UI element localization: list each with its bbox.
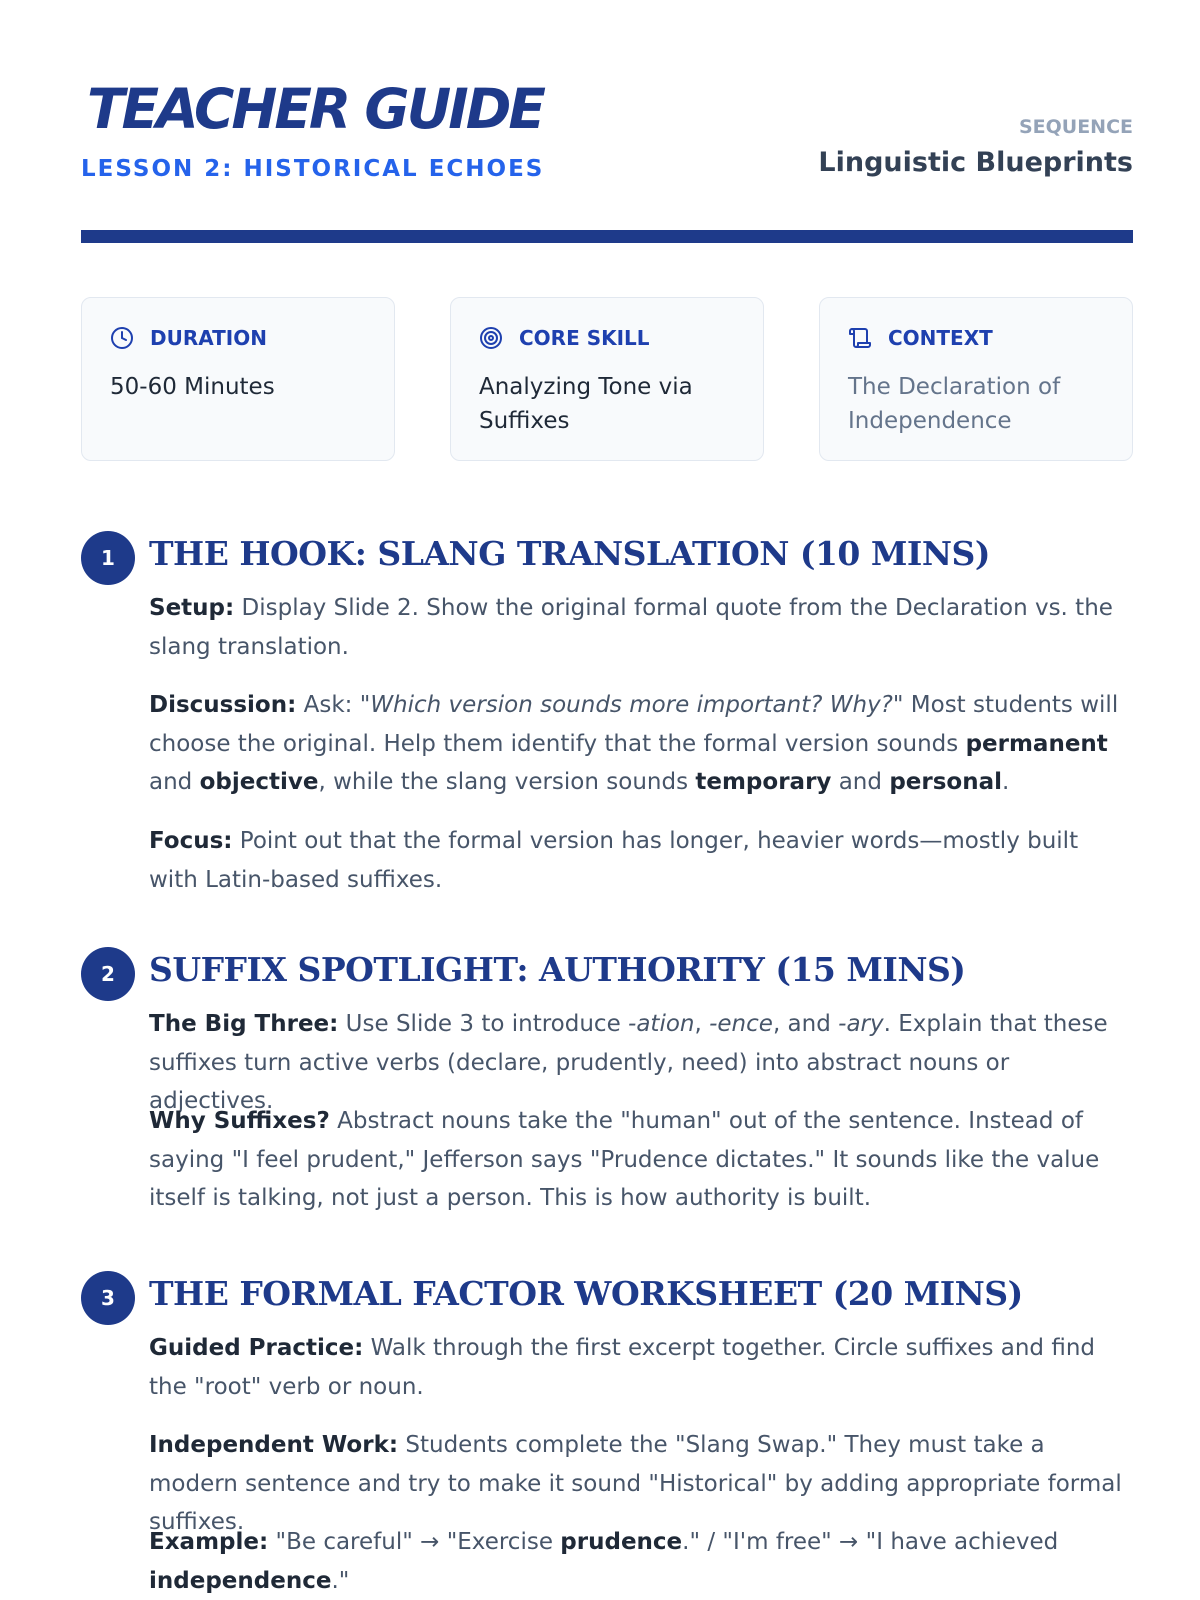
section-number: 3 [81, 1271, 135, 1325]
example-paragraph [149, 1523, 1133, 1600]
why-suffixes-paragraph [149, 1102, 1133, 1218]
para-text: and [831, 769, 890, 795]
section-title: SUFFIX SPOTLIGHT: AUTHORITY (15 MINS) [149, 950, 966, 989]
para-text: Use Slide 3 to introduce [338, 1011, 629, 1037]
sequence-name: Linguistic Blueprints [818, 147, 1133, 178]
para-text: Students complete the "Slang Swap." They must take a modern sentence and try to make it sound "Historical" by adding appropriate formal suffixes. [149, 1432, 1122, 1535]
section-title: THE FORMAL FACTOR WORKSHEET (20 MINS) [149, 1274, 1023, 1313]
section-title: THE HOOK: SLANG TRANSLATION (10 MINS) [149, 534, 990, 573]
sequence-label: SEQUENCE [1018, 116, 1133, 138]
card-label: CORE SKILL [519, 326, 650, 350]
para-text: ." / "I'm free" → "I have achieved [682, 1529, 1059, 1555]
para-text: , [694, 1011, 710, 1037]
para-bold: temporary [695, 769, 832, 795]
para-text: , while the slang version sounds [318, 769, 696, 795]
card-core-skill [450, 297, 764, 461]
para-quote: "Which version sounds more important? Why?" [359, 692, 904, 718]
para-label: Focus: [149, 828, 233, 854]
card-duration [81, 297, 395, 461]
lesson-subtitle: LESSON 2: HISTORICAL ECHOES [81, 156, 545, 182]
para-label: The Big Three: [149, 1011, 339, 1037]
para-bold: permanent [965, 730, 1108, 757]
scroll-icon [848, 326, 872, 350]
suffix-ence: -ence [709, 1011, 773, 1037]
section-number: 1 [81, 531, 135, 585]
card-value: The Declaration of Independence [848, 374, 1061, 434]
para-label: Guided Practice: [149, 1335, 364, 1361]
clock-icon [110, 326, 134, 350]
discussion-paragraph [149, 686, 1133, 802]
header-divider [81, 230, 1133, 243]
para-label: Why Suffixes? [149, 1108, 330, 1134]
page-title: TEACHER GUIDE [87, 77, 543, 141]
card-label: CONTEXT [888, 326, 993, 350]
para-text: . [1002, 769, 1010, 795]
para-bold: objective [199, 769, 319, 795]
para-text: Walk through the first excerpt together. Circle suffixes and find the "root" verb or noun. [149, 1335, 1096, 1400]
section-number: 2 [81, 947, 135, 1001]
setup-paragraph [149, 589, 1133, 666]
para-text: "Be careful" → "Exercise [268, 1529, 561, 1555]
para-text: Most students will choose the original. Help them identify that the formal version sounds [149, 692, 1119, 757]
para-label: Independent Work: [149, 1432, 399, 1458]
info-cards [81, 297, 1133, 461]
para-label: Example: [149, 1529, 269, 1555]
para-text: Abstract nouns take the "human" out of the sentence. Instead of saying "I feel prudent," Jefferson says "Prudence dictates." It sounds like the value itself is talking, not just a person. This is how authority is built. [149, 1108, 1100, 1211]
target-icon [479, 326, 503, 350]
para-label: Discussion: [149, 692, 297, 718]
card-value: Analyzing Tone via Suffixes [479, 374, 693, 434]
para-bold: prudence [560, 1529, 683, 1555]
para-text: Ask: [296, 692, 360, 718]
para-bold: independence [149, 1567, 332, 1594]
suffix-ary: -ary [838, 1011, 884, 1037]
suffix-ation: -ation [628, 1011, 695, 1037]
guided-practice-paragraph [149, 1329, 1133, 1406]
header [81, 0, 1133, 245]
para-text: Display Slide 2. Show the original formal quote from the Declaration vs. the slang translation. [149, 595, 1113, 660]
para-label: Setup: [149, 595, 235, 621]
card-label: DURATION [150, 326, 267, 350]
teacher-guide-page [81, 0, 1133, 1594]
card-context [819, 297, 1133, 461]
para-bold: personal [889, 769, 1002, 795]
para-text: Point out that the formal version has longer, heavier words—mostly built with Latin-based suffixes. [149, 828, 1079, 893]
para-text: . Explain that these suffixes turn active verbs (declare, prudently, need) into abstract nouns or adjectives. [149, 1011, 1108, 1114]
para-text: and [149, 769, 200, 795]
para-text: ." [331, 1567, 350, 1594]
card-value: 50-60 Minutes [110, 374, 275, 400]
focus-paragraph [149, 822, 1133, 899]
para-text: , and [772, 1011, 839, 1037]
